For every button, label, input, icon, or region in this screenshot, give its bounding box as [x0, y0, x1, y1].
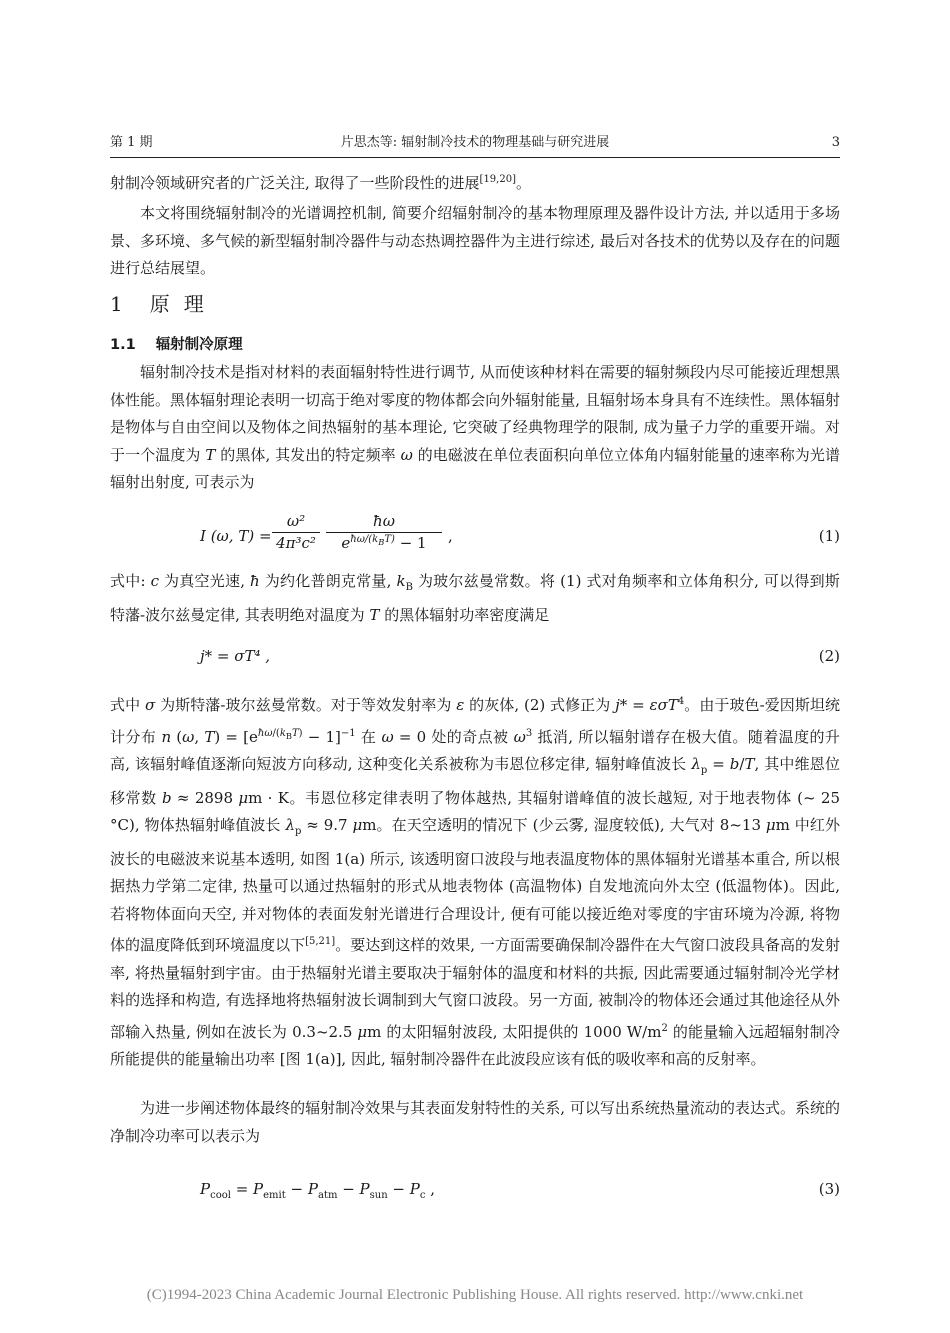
header-rule: [110, 157, 840, 158]
section-title: [110, 288, 218, 317]
citation[interactable]: [5,21]: [305, 936, 336, 947]
paragraph-4: 式中: c 为真空光速, ħ 为约化普朗克常量, $k_B$ 为玻尔兹曼常数。将 (1) 式对角频率和立体角积分, 可以得到斯特藩-波尔兹曼定律, 其表明绝对温度为 T 的黑体辐射功率密度满足: [110, 572, 840, 624]
running-title: 片思杰等: 辐射制冷技术的物理基础与研究进展: [340, 135, 610, 150]
eq1-lhs: I (ω, T) =: [200, 527, 272, 545]
subsection-title: [110, 333, 243, 354]
page-number: 3: [831, 135, 840, 150]
issue-label: 第 1 期: [110, 135, 153, 150]
section-number: 1: [110, 292, 124, 316]
equation-number-2: (2): [818, 647, 840, 665]
paragraph-1: 射制冷领域研究者的广泛关注, 取得了一些阶段性的进展[19,20]。: [110, 174, 531, 192]
citation[interactable]: [19,20]: [479, 174, 516, 185]
subsection-number: 1.1: [110, 337, 136, 353]
subsection-heading: 辐射制冷原理: [155, 337, 243, 353]
eq1-fraction-1: $\frac{\text{ω²}}{\text{4π³c²}}$: [272, 512, 320, 552]
paragraph-3: 辐射制冷技术是指对材料的表面辐射特性进行调节, 从而使该种材料在需要的辐射频段内尽可能接近理想黑体性能。黑体辐射理论表明一切高于绝对零度的物体都会向外辐射能量, 且辐射场本身具有不连续性。黑体辐射是物体与自由空间以及物体之间热辐射的基本理论, 它突破了经典物理学的限制, 成为量子力学的重要开端。对于一个温度为 T 的黑体, 其发出的特定频率 ω 的电磁波在单位表面积向单位立体角内辐射能量的速率称为光谱辐射出射度, 可表示为: [110, 363, 840, 491]
equation-2: [200, 647, 840, 671]
running-head: [110, 132, 840, 154]
eq1-fraction-2: ħω $e^{ħ\omega/(k_BT)} - 1$: [326, 512, 442, 552]
equation-number-1: (1): [818, 527, 840, 545]
paragraph-5: 式中 σ 为斯特藩-玻尔兹曼常数。对于等效发射率为 ε 的灰体, (2) 式修正为 j* = εσT$^4$。由于玻色-爱因斯坦统计分布 n (ω, $T) = [e^{ħ\omega/(k_BT)} - 1]^{-1}$ 在 ω = 0 处的奇点被 $\omega^3$ 抵消, 所以辐射谱存在极大值。随着温度的升高, 该辐射峰值逐渐向短波方向移动, 这种变化关系被称为韦恩位移定律, 辐射峰值波长 $\lambda_p = b/T$, 其中维恩位移常数 b ≈ 2898 μm · K。韦恩位移定律表明了物体越热, 其辐射谱峰值的波长越短, 对于地表物体 (~ 25 °C), 物体热辐射峰值波长 $\lambda_p \approx 9.7$ μm。在天空透明的情况下 (少云雾, 湿度较低), 大气对 8~13 μm 中红外波长的电磁波来说基本透明, 如图 1(a) 所示, 该透明窗口波段与地表温度物体的黑体辐射光谱基本重合, 所以根据热力学第二定律, 热量可以通过热辐射的形式从地表物体 (高温物体) 自发地流向外太空 (低温物体)。因此, 若将物体面向天空, 并对物体的表面发射光谱进行合理设计, 便有可能以接近绝对零度的宇宙环境为冷源, 将物体的温度降低到环境温度以下[5,21]。要达到这样的效果, 一方面需要确保制冷器件在大气窗口波段具备高的发射率, 将热量辐射到宇宙。由于热辐射光谱主要取决于辐射体的温度和材料的共振, 因此需要通过辐射制冷光学材料的选择和构造, 有选择地将热辐射波长调制到大气窗口波段。另一方面, 被制冷的物体还会通过其他途径从外部输入热量, 例如在波长为 0.3~2.5 μm 的太阳辐射波段, 太阳提供的 1000 $W/m^2$ 的能量输入远超辐射制冷所能提供的能量输出功率 [图 1(a)], 因此, 辐射制冷器件在此波段应该有低的吸收率和高的反射率。: [110, 696, 840, 1068]
equation-1: I (ω, T) = $\frac{\text{ω²}}{\text{4π³c²}}$ ħω $e^{ħ\omega/(k_BT)} - 1$ , (1): [200, 512, 840, 552]
paragraph-2: 本文将围绕辐射制冷的光谱调控机制, 简要介绍辐射制冷的基本物理原理及器件设计方法, 并以适用于多场景、多环境、多气候的新型辐射制冷器件与动态热调控器件为主进行综述, 最后对各技术的优势以及存在的问题进行总结展望。: [110, 204, 840, 277]
copyright-footer: (C)1994-2023 China Academic Journal Electronic Publishing House. All rights reserved. http://www.cnki.net: [146, 1287, 804, 1303]
paragraph-6: 为进一步阐述物体最终的辐射制冷效果与其表面发射特性的关系, 可以写出系统热量流动的表达式。系统的净制冷功率可以表示为: [110, 1099, 840, 1145]
section-heading: 原理: [149, 292, 218, 316]
equation-3: $P_{cool} = P_{emit} - P_{atm} - P_{sun} - P_c$ , (3): [200, 1180, 840, 1201]
equation-number-3: (3): [818, 1180, 840, 1198]
eq2-body: j* = σT⁴ ,: [200, 647, 271, 665]
